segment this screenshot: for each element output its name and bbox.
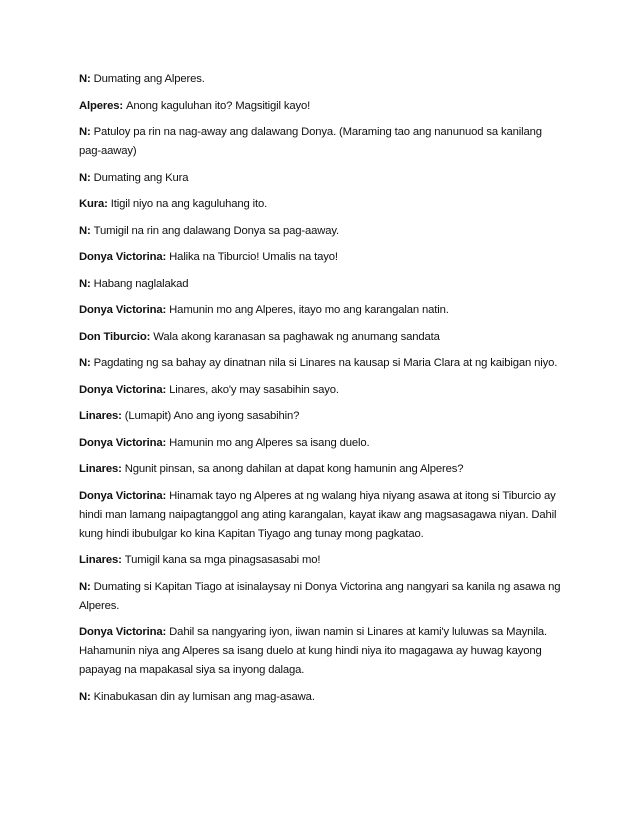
dialogue-line xyxy=(79,195,564,214)
speaker-label: N: xyxy=(79,690,91,703)
dialogue-line xyxy=(79,578,564,616)
dialogue-line xyxy=(79,275,564,294)
dialogue-line xyxy=(79,354,564,373)
dialogue-text: Patuloy pa rin na nag-away ang dalawang Donya. (Maraming tao ang nanunuod sa kanilang pag-aaway) xyxy=(79,126,542,157)
dialogue-line xyxy=(79,487,564,544)
dialogue-line xyxy=(79,70,564,89)
speaker-label: Donya Victorina: xyxy=(79,383,167,396)
speaker-label: Donya Victorina: xyxy=(79,436,167,449)
dialogue-content xyxy=(79,70,564,714)
dialogue-line xyxy=(79,551,564,570)
dialogue-text: Dumating ang Kura xyxy=(93,171,189,184)
dialogue-line xyxy=(79,169,564,188)
dialogue-text: Tumigil na rin ang dalawang Donya sa pag-aaway. xyxy=(93,224,340,237)
dialogue-line xyxy=(79,688,564,707)
dialogue-text: Ngunit pinsan, sa anong dahilan at dapat kong hamunin ang Alperes? xyxy=(124,463,464,475)
speaker-label: Donya Victorina: xyxy=(79,304,167,316)
dialogue-line xyxy=(79,407,564,426)
dialogue-line xyxy=(79,123,564,161)
dialogue-line xyxy=(79,434,564,453)
speaker-label: Linares: xyxy=(79,554,122,566)
speaker-label: N: xyxy=(79,357,91,369)
dialogue-text: Anong kaguluhan ito? Magsitigil kayo! xyxy=(126,99,311,112)
speaker-label: Donya Victorina: xyxy=(79,251,167,263)
dialogue-text: Dumating si Kapitan Tiago at isinalaysay ni Donya Victorina ang nangyari sa kanila ng asawa ng Alperes. xyxy=(79,580,561,612)
dialogue-text: Itigil niyo na ang kaguluhang ito. xyxy=(110,198,268,210)
speaker-label: Linares: xyxy=(79,410,122,422)
dialogue-text: (Lumapit) Ano ang iyong sasabihin? xyxy=(124,410,300,422)
speaker-label: N: xyxy=(79,580,91,593)
dialogue-line xyxy=(79,381,564,400)
dialogue-text: Hamunin mo ang Alperes sa isang duelo. xyxy=(169,436,370,449)
dialogue-line xyxy=(79,623,564,680)
speaker-label: Linares: xyxy=(79,463,122,475)
speaker-label: Alperes: xyxy=(79,99,124,112)
dialogue-line xyxy=(79,222,564,241)
dialogue-text: Tumigil kana sa mga pinagsasasabi mo! xyxy=(124,554,321,566)
dialogue-text: Hamunin mo ang Alperes, itayo mo ang karangalan natin. xyxy=(169,304,449,316)
speaker-label: N: xyxy=(79,171,91,184)
speaker-label: Donya Victorina: xyxy=(79,489,167,502)
dialogue-text: Halika na Tiburcio! Umalis na tayo! xyxy=(169,251,338,263)
dialogue-text: Linares, ako'y may sasabihin sayo. xyxy=(169,383,339,396)
dialogue-line xyxy=(79,301,564,320)
dialogue-line xyxy=(79,328,564,347)
dialogue-line xyxy=(79,97,564,116)
dialogue-text: Kinabukasan din ay lumisan ang mag-asawa. xyxy=(93,690,315,703)
dialogue-text: Dumating ang Alperes. xyxy=(93,73,205,85)
speaker-label: N: xyxy=(79,277,91,290)
dialogue-text: Habang naglalakad xyxy=(93,277,189,290)
speaker-label: Don Tiburcio: xyxy=(79,330,151,343)
speaker-label: Donya Victorina: xyxy=(79,626,167,638)
dialogue-text: Dahil sa nangyaring iyon, iiwan namin si Linares at kami'y luluwas sa Maynila. Hahamunin niya ang Alperes sa isang duelo at kung hindi niya ito magagawa ay huwag kayong papayag na mapakasal siya sa inyong dalaga. xyxy=(79,626,548,676)
dialogue-text: Wala akong karanasan sa paghawak ng anumang sandata xyxy=(153,330,440,343)
dialogue-line xyxy=(79,460,564,479)
speaker-label: N: xyxy=(79,126,91,138)
speaker-label: Kura: xyxy=(79,198,108,210)
dialogue-text: Hinamak tayo ng Alperes at ng walang hiya niyang asawa at itong si Tiburcio ay hindi man lamang naipagtanggol ang ating karangalan, kayat ikaw ang magsasagawa niyan. Dahil kung hindi ibubulgar ko kina Kapitan Tiyago ang tunay mong pagkatao. xyxy=(79,489,557,540)
speaker-label: N: xyxy=(79,224,91,237)
dialogue-text: Pagdating ng sa bahay ay dinatnan nila si Linares na kausap si Maria Clara at ng kaibigan niyo. xyxy=(93,357,558,369)
dialogue-line xyxy=(79,248,564,267)
speaker-label: N: xyxy=(79,73,91,85)
